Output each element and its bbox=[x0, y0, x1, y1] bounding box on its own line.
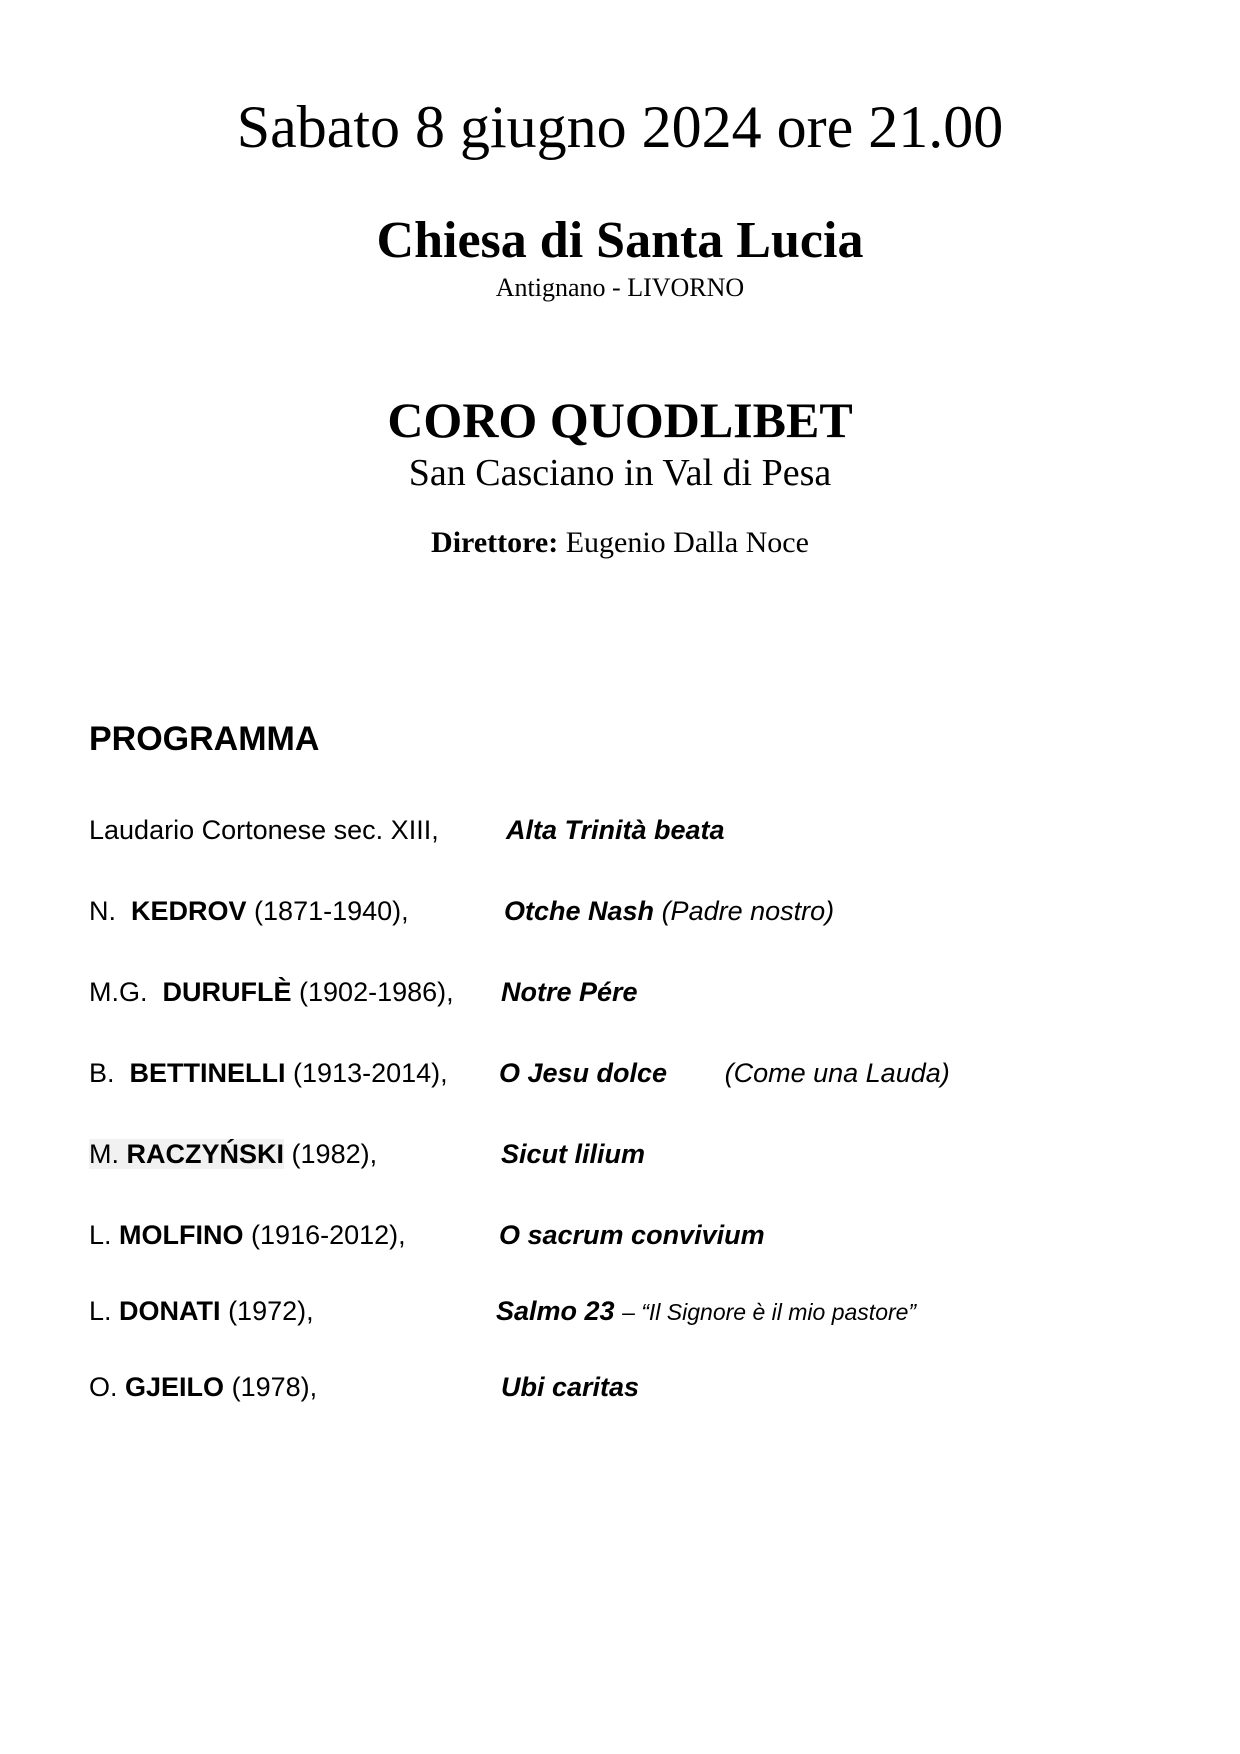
program-item bbox=[0, 972, 1240, 1012]
composer-dates: (1972), bbox=[228, 1296, 314, 1326]
church-place: Antignano - LIVORNO bbox=[495, 273, 745, 302]
program-item bbox=[0, 1134, 1240, 1174]
choir-name: CORO QUODLIBET bbox=[387, 392, 853, 448]
composer bbox=[89, 891, 409, 931]
work-note: (Padre nostro) bbox=[661, 896, 835, 926]
composer-dates: (1871-1940), bbox=[254, 896, 409, 926]
director-name: Eugenio Dalla Noce bbox=[565, 526, 809, 559]
work bbox=[501, 1134, 645, 1174]
composer-dates: (1982), bbox=[291, 1139, 378, 1169]
composer-initial: N. bbox=[89, 896, 116, 926]
director-line bbox=[0, 524, 1240, 562]
composer bbox=[89, 1367, 317, 1407]
composer-initial: O. bbox=[89, 1372, 118, 1402]
church-name: Chiesa di Santa Lucia bbox=[376, 212, 864, 269]
work-title: O Jesu dolce bbox=[499, 1058, 668, 1088]
composer-initial: L. bbox=[89, 1296, 112, 1326]
program-heading: PROGRAMMA bbox=[89, 720, 320, 758]
program-item bbox=[0, 1367, 1240, 1407]
composer bbox=[89, 1291, 314, 1331]
work bbox=[501, 1367, 639, 1407]
work-note: – “Il Signore è il mio pastore” bbox=[622, 1299, 917, 1325]
program-item bbox=[0, 810, 1240, 850]
composer-initial: M. bbox=[89, 1139, 119, 1169]
program-item bbox=[0, 1215, 1240, 1255]
work-title: Ubi caritas bbox=[501, 1372, 640, 1402]
work bbox=[501, 972, 638, 1012]
work-title: Salmo 23 bbox=[496, 1296, 615, 1326]
composer bbox=[89, 1215, 406, 1255]
work-title: Notre Pére bbox=[501, 977, 638, 1007]
work-title: Otche Nash bbox=[504, 896, 655, 926]
composer bbox=[89, 972, 454, 1012]
work-title: Sicut lilium bbox=[501, 1139, 646, 1169]
composer-dates: (1978), bbox=[231, 1372, 318, 1402]
event-date-line: Sabato 8 giugno 2024 ore 21.00 bbox=[236, 94, 1004, 160]
composer-dates: (1902-1986), bbox=[299, 977, 454, 1007]
program-item bbox=[0, 1053, 1240, 1093]
composer-surname: RACZYŃSKI bbox=[126, 1139, 285, 1169]
composer bbox=[89, 810, 439, 850]
composer-surname: MOLFINO bbox=[119, 1220, 244, 1250]
composer-surname: DONATI bbox=[119, 1296, 221, 1326]
work bbox=[499, 1215, 765, 1255]
composer-dates: (1913-2014), bbox=[293, 1058, 448, 1088]
work bbox=[504, 891, 834, 931]
composer-initial: B. bbox=[89, 1058, 115, 1088]
work-note: (Come una Lauda) bbox=[724, 1058, 950, 1088]
composer-dates: (1916-2012), bbox=[251, 1220, 406, 1250]
director-label: Direttore: bbox=[431, 526, 559, 559]
composer-surname: GJEILO bbox=[125, 1372, 225, 1402]
work bbox=[496, 1291, 916, 1332]
program-item bbox=[0, 1291, 1240, 1331]
composer-highlight bbox=[89, 1139, 284, 1169]
composer-surname: KEDROV bbox=[131, 896, 247, 926]
composer-initial: L. bbox=[89, 1220, 112, 1250]
work-title: O sacrum convivium bbox=[499, 1220, 765, 1250]
composer bbox=[89, 1053, 448, 1093]
composer-surname: BETTINELLI bbox=[129, 1058, 286, 1088]
composer-source: Laudario Cortonese sec. XIII, bbox=[89, 815, 439, 845]
program-item bbox=[0, 891, 1240, 931]
work-title: Alta Trinità beata bbox=[506, 815, 725, 845]
composer bbox=[89, 1134, 377, 1174]
work bbox=[506, 810, 725, 850]
composer-surname: DURUFLÈ bbox=[162, 977, 292, 1007]
choir-town: San Casciano in Val di Pesa bbox=[408, 452, 832, 494]
composer-initial: M.G. bbox=[89, 977, 148, 1007]
work bbox=[499, 1053, 950, 1093]
